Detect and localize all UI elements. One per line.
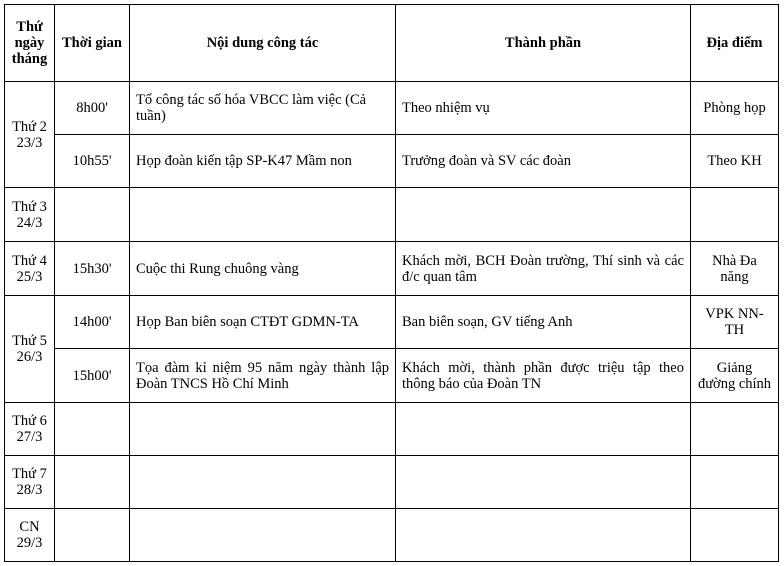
table-row (5, 403, 779, 456)
location-cell (691, 456, 779, 509)
day-date: 25/3 (16, 268, 43, 285)
day-date: 26/3 (16, 349, 43, 365)
day-date: 27/3 (16, 429, 43, 445)
header-content: Nội dung công tác (130, 5, 396, 82)
table-row (5, 242, 779, 296)
table-row (5, 82, 779, 135)
members-cell (396, 188, 691, 242)
day-cell (5, 188, 55, 242)
header-members: Thành phần (396, 5, 691, 82)
day-date: 23/3 (16, 134, 43, 151)
time-cell: 15h00' (55, 349, 130, 403)
table-row (5, 456, 779, 509)
time-cell (55, 456, 130, 509)
header-location: Địa điểm (691, 5, 779, 82)
time-cell: 8h00' (55, 82, 130, 135)
time-cell: 15h30' (55, 242, 130, 296)
content-cell: Cuộc thi Rung chuông vàng (130, 242, 396, 296)
members-cell: Theo nhiệm vụ (396, 82, 691, 135)
table-row (5, 135, 779, 188)
members-cell (396, 456, 691, 509)
location-cell: Nhà Đa năng (691, 242, 779, 296)
time-cell: 14h00' (55, 296, 130, 349)
table-row (5, 349, 779, 403)
location-cell: Giảng đường chính (691, 349, 779, 403)
time-cell (55, 509, 130, 562)
time-cell (55, 188, 130, 242)
content-cell (130, 188, 396, 242)
location-cell: VPK NN-TH (691, 296, 779, 349)
day-weekday: Thứ 7 (12, 466, 47, 482)
day-date: 24/3 (16, 214, 43, 231)
location-cell (691, 403, 779, 456)
content-cell (130, 403, 396, 456)
content-cell: Họp Ban biên soạn CTĐT GDMN-TA (130, 296, 396, 349)
day-weekday: Thứ 6 (12, 413, 47, 429)
content-cell: Họp đoàn kiến tập SP-K47 Mầm non (130, 135, 396, 188)
location-cell (691, 509, 779, 562)
schedule-table (4, 4, 779, 562)
members-cell (396, 403, 691, 456)
day-cell (5, 509, 55, 562)
day-weekday: Thứ 2 (12, 118, 47, 135)
header-time: Thời gian (55, 5, 130, 82)
day-cell (5, 403, 55, 456)
content-cell (130, 456, 396, 509)
day-date: 29/3 (16, 535, 43, 551)
day-date: 28/3 (16, 482, 43, 498)
header-day: Thứ ngày tháng (5, 5, 55, 82)
members-cell: Khách mời, thành phần được triệu tập theo thông báo của Đoàn TN (396, 349, 691, 403)
members-cell: Ban biên soạn, GV tiếng Anh (396, 296, 691, 349)
time-cell (55, 403, 130, 456)
day-weekday: Thứ 5 (12, 333, 47, 349)
time-cell: 10h55' (55, 135, 130, 188)
table-row (5, 296, 779, 349)
location-cell (691, 188, 779, 242)
members-cell: Trưởng đoàn và SV các đoàn (396, 135, 691, 188)
content-cell: Tọa đàm kỉ niệm 95 năm ngày thành lập Đoàn TNCS Hồ Chí Minh (130, 349, 396, 403)
location-cell: Phòng họp (691, 82, 779, 135)
day-cell (5, 456, 55, 509)
members-cell (396, 509, 691, 562)
table-row (5, 509, 779, 562)
day-cell (5, 296, 55, 403)
day-weekday: Thứ 4 (12, 252, 47, 269)
members-cell: Khách mời, BCH Đoàn trường, Thí sinh và các đ/c quan tâm (396, 242, 691, 296)
day-weekday: Thứ 3 (12, 198, 47, 215)
day-cell (5, 82, 55, 188)
location-cell: Theo KH (691, 135, 779, 188)
header-row (5, 5, 779, 82)
table-row (5, 188, 779, 242)
day-cell (5, 242, 55, 296)
content-cell: Tổ công tác số hóa VBCC làm việc (Cả tuần) (130, 82, 396, 135)
day-weekday: CN (19, 519, 40, 535)
content-cell (130, 509, 396, 562)
